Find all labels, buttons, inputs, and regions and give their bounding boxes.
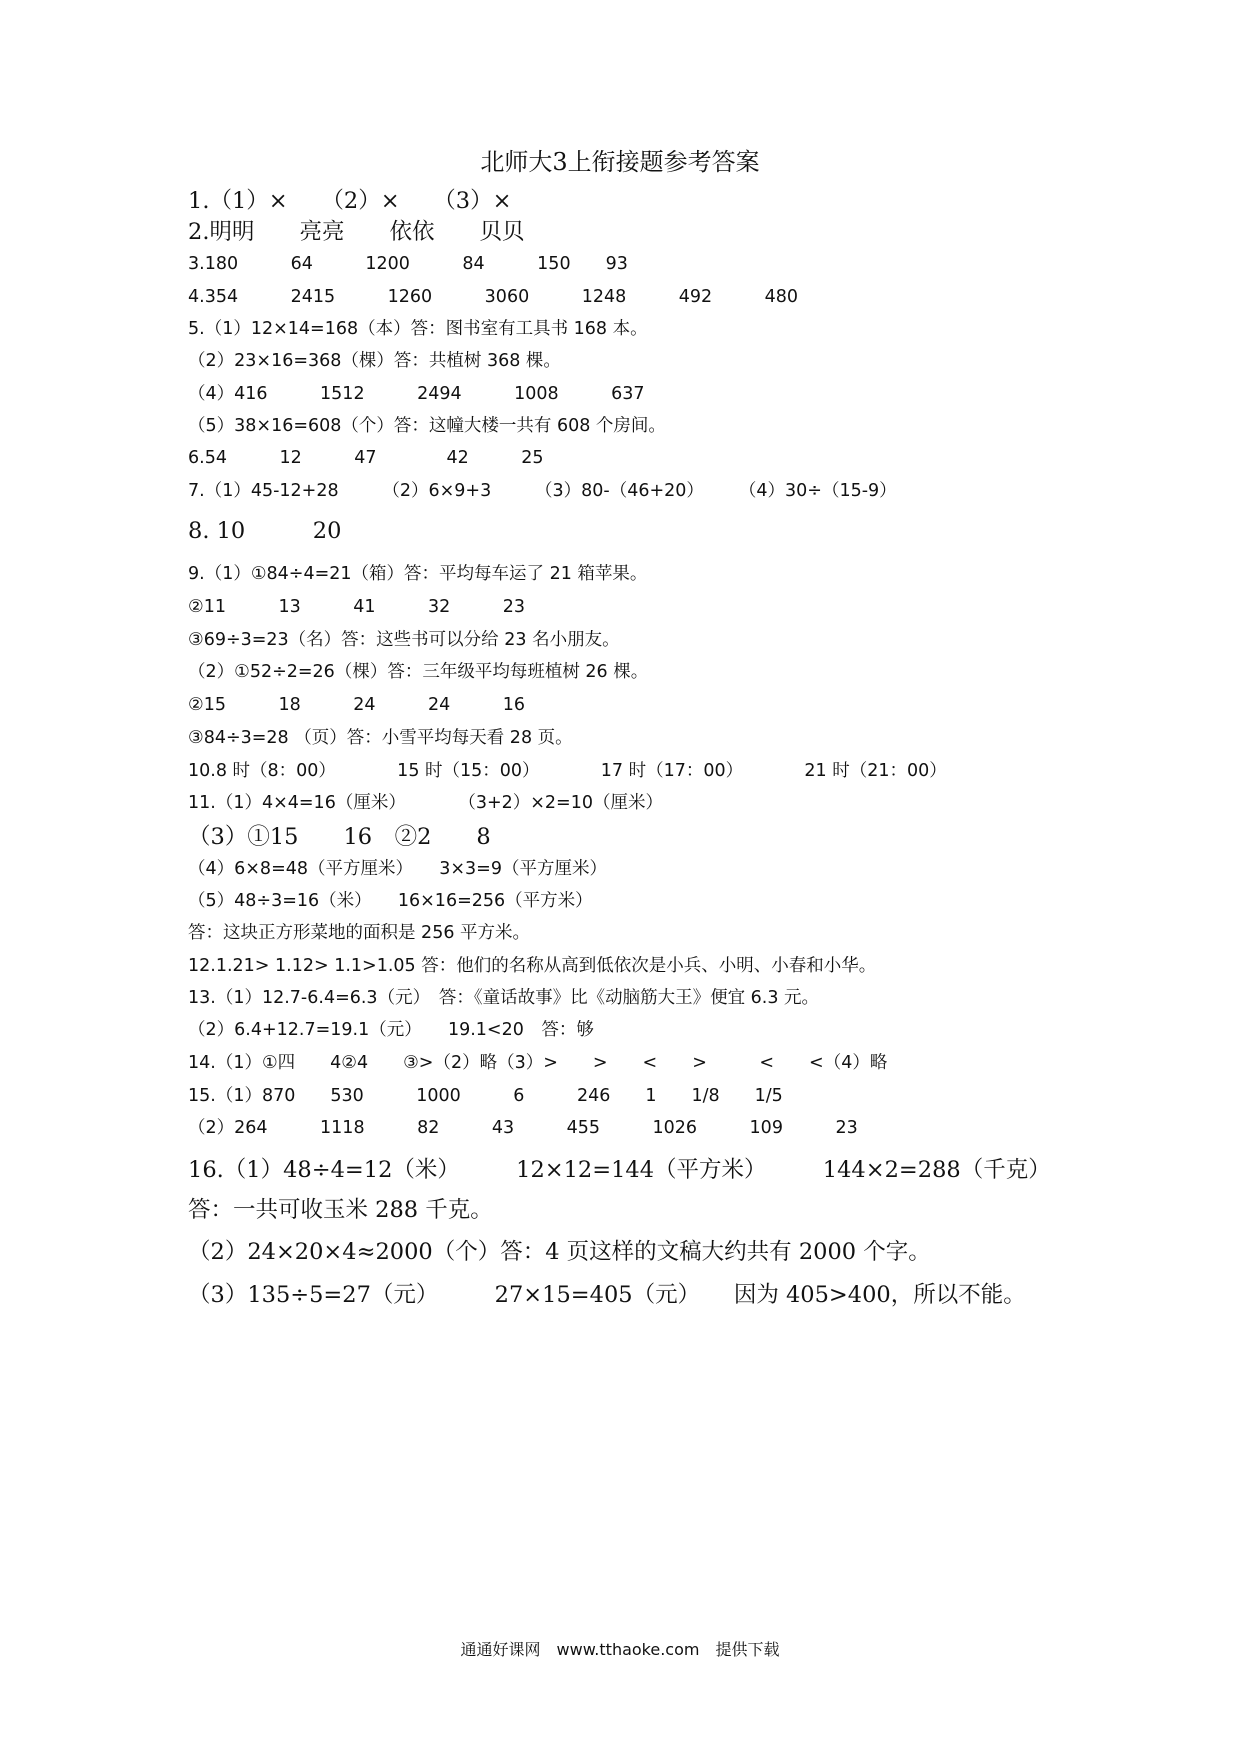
answer-line-11-1: 11.（1）4×4=16（厘米） （3+2）×2=10（厘米）	[188, 793, 663, 813]
answer-line-13-2: （2）6.4+12.7=19.1（元） 19.1<20 答：够	[188, 1020, 594, 1040]
answer-line-5-1: 5.（1）12×14=168（本）答：图书室有工具书 168 本。	[188, 319, 648, 339]
answer-line-6: 6.54 12 47 42 25	[188, 448, 544, 468]
answer-line-13-1: 13.（1）12.7-6.4=6.3（元） 答：《童话故事》比《动脑筋大王》便宜 6.3 元。	[188, 988, 820, 1008]
answer-line-9-2-3: ③84÷3=28 （页）答：小雪平均每天看 28 页。	[188, 728, 573, 748]
answer-line-9-1-2: ②11 13 41 32 23	[188, 597, 526, 617]
answer-line-11-5: （5）48÷3=16（米） 16×16=256（平方米）	[188, 891, 593, 911]
answer-line-5-2: （2）23×16=368（棵）答：共植树 368 棵。	[188, 351, 561, 371]
document-title: 北师大3上衔接题参考答案	[480, 148, 760, 176]
answer-line-15-2: （2）264 1118 82 43 455 1026 109 23	[188, 1118, 858, 1138]
answer-line-16-2: （2）24×20×4≈2000（个）答：4 页这样的文稿大约共有 2000 个字。	[188, 1239, 931, 1265]
answer-line-10: 10.8 时（8：00） 15 时（15：00） 17 时（17：00） 21 时（21：00）	[188, 761, 947, 781]
answer-line-1: 1.（1）× （2）× （3）×	[188, 188, 512, 214]
answer-line-9-1-3: ③69÷3=23（名）答：这些书可以分给 23 名小朋友。	[188, 630, 620, 650]
answer-line-11-4: （4）6×8=48（平方厘米） 3×3=9（平方厘米）	[188, 859, 607, 879]
answer-line-9-2-2: ②15 18 24 24 16	[188, 695, 526, 715]
answer-line-9-2: （2）①52÷2=26（棵）答：三年级平均每班植树 26 棵。	[188, 662, 649, 682]
answer-line-11-3: （3）①15 16 ②2 8	[188, 824, 491, 850]
answer-line-2: 2.明明 亮亮 依依 贝贝	[188, 219, 525, 245]
answer-line-12: 12.1.21> 1.12> 1.1>1.05 答：他们的名称从高到低依次是小兵、小明、小春和小华。	[188, 956, 877, 976]
answer-line-7: 7.（1）45-12+28 （2）6×9+3 （3）80-（46+20） （4）30÷（15-9）	[188, 481, 897, 501]
answer-line-9-1: 9.（1）①84÷4=21（箱）答：平均每车运了 21 箱苹果。	[188, 564, 648, 584]
answer-line-5-5: （5）38×16=608（个）答：这幢大楼一共有 608 个房间。	[188, 416, 666, 436]
answer-line-16-answer: 答：一共可收玉米 288 千克。	[188, 1197, 493, 1223]
answer-line-4: 4.354 2415 1260 3060 1248 492 480	[188, 287, 799, 307]
answer-line-5-4: （4）416 1512 2494 1008 637	[188, 384, 645, 404]
page-footer: 通通好课网 www.tthaoke.com 提供下载	[460, 1640, 780, 1659]
answer-line-16-3: （3）135÷5=27（元） 27×15=405（元） 因为 405>400，所以不能。	[188, 1282, 1026, 1308]
answer-line-15-1: 15.（1）870 530 1000 6 246 1 1/8 1/5	[188, 1086, 783, 1106]
answer-line-16-1: 16.（1）48÷4=12（米） 12×12=144（平方米） 144×2=288（千克）	[188, 1157, 1051, 1183]
answer-line-8: 8. 10 20	[188, 518, 342, 544]
answer-line-14: 14.（1）①四 4②4 ③>（2）略（3）> > < > < <（4）略	[188, 1053, 888, 1073]
answer-line-11-answer: 答：这块正方形菜地的面积是 256 平方米。	[188, 923, 531, 943]
answer-line-3: 3.180 64 1200 84 150 93	[188, 254, 628, 274]
